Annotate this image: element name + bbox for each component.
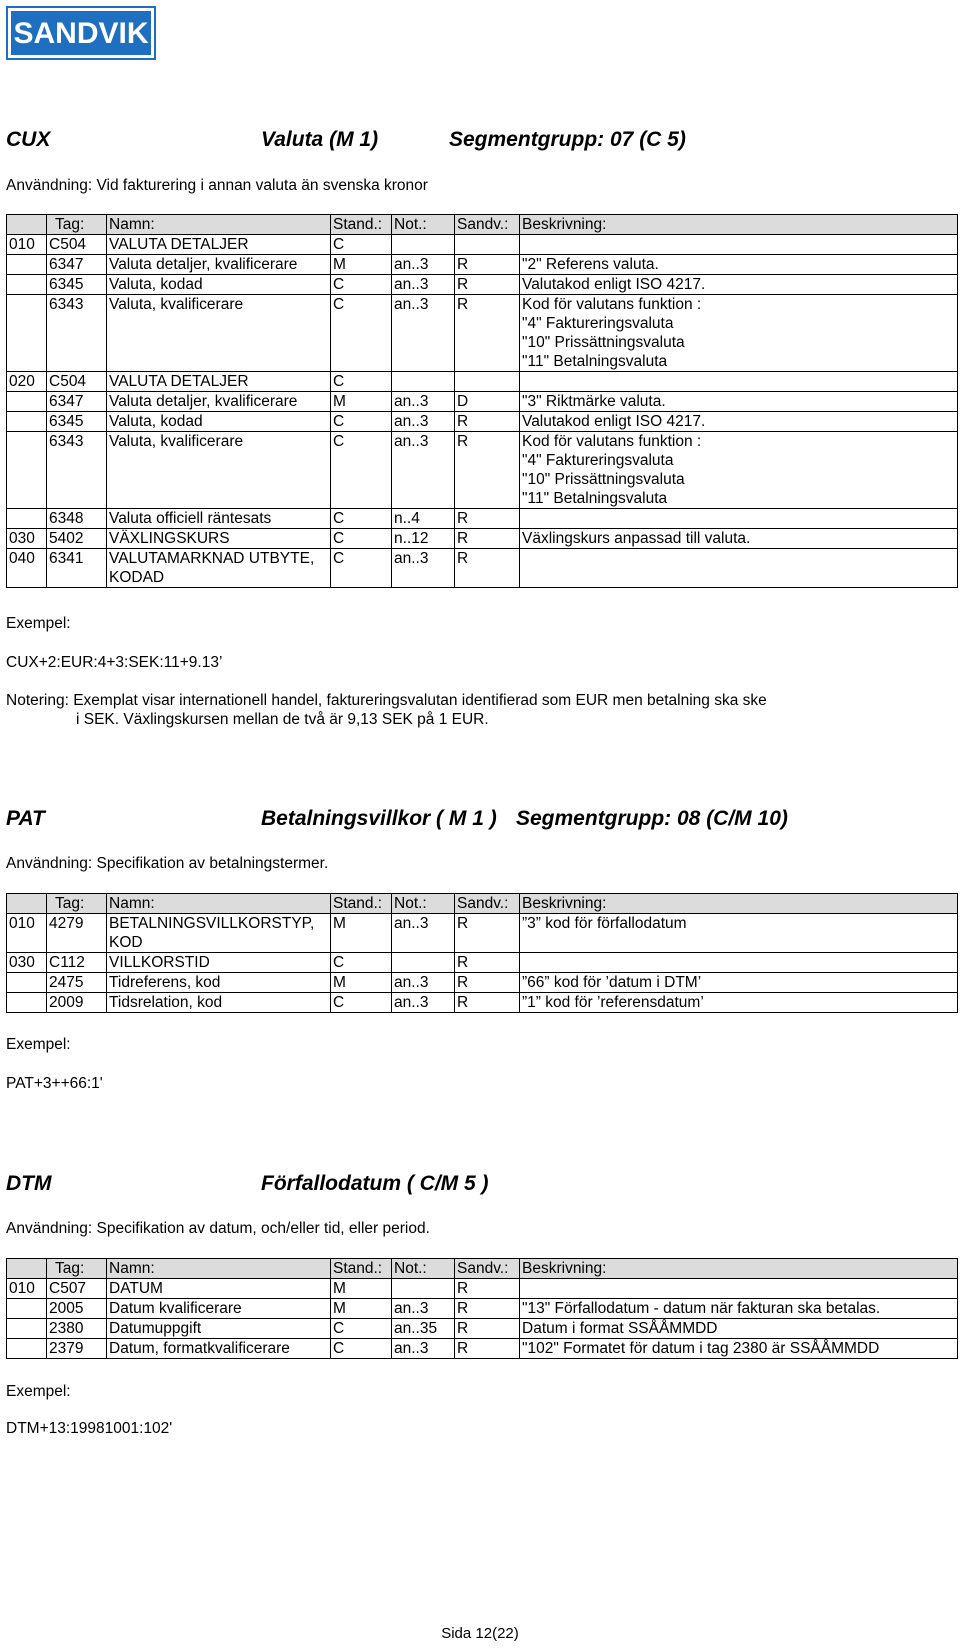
header-pos: [7, 215, 47, 235]
logo-graphic: [6, 6, 156, 60]
cell-sandv: R: [455, 1299, 520, 1319]
cell-pos: [7, 933, 47, 953]
cell-tag: [47, 451, 107, 470]
cux-group: Segmentgrupp: 07 (C 5): [449, 128, 686, 151]
cell-not: an..3: [392, 255, 455, 275]
cell-pos: [7, 333, 47, 352]
pat-example-label: Exempel:: [6, 1036, 71, 1053]
cell-name: Valuta detaljer, kvalificerare: [107, 255, 331, 275]
cell-stand: [331, 333, 392, 352]
cell-name: VÄXLINGSKURS: [107, 529, 331, 549]
table-row: [7, 295, 958, 315]
table-header-row: [7, 215, 958, 235]
cell-pos: [7, 489, 47, 509]
table-row: [7, 973, 958, 993]
cell-name: DATUM: [107, 1279, 331, 1299]
cell-stand: M: [331, 914, 392, 934]
header-desc: Beskrivning:: [520, 894, 958, 914]
header-stand: Stand.:: [331, 215, 392, 235]
cell-tag: 4279: [47, 914, 107, 934]
table-row: [7, 412, 958, 432]
cell-name: Valuta detaljer, kvalificerare: [107, 392, 331, 412]
cell-pos: [7, 451, 47, 470]
cell-tag: 2005: [47, 1299, 107, 1319]
cell-desc: Växlingskurs anpassad till valuta.: [520, 529, 958, 549]
cell-tag: 6343: [47, 295, 107, 315]
table-row: [7, 372, 958, 392]
cell-stand: C: [331, 1339, 392, 1359]
cell-pos: 040: [7, 549, 47, 569]
cell-not: an..3: [392, 1339, 455, 1359]
table-row: [7, 314, 958, 333]
dtm-title: Förfallodatum ( C/M 5 ): [261, 1172, 489, 1195]
cell-desc: "11" Betalningsvaluta: [520, 489, 958, 509]
cell-sandv: [455, 933, 520, 953]
cell-not: [392, 953, 455, 973]
table-row: [7, 529, 958, 549]
cell-desc: ”1” kod för ’referensdatum’: [520, 993, 958, 1013]
cell-desc: "10" Prissättningsvaluta: [520, 470, 958, 489]
cell-name: [107, 470, 331, 489]
header-tag: Tag:: [47, 894, 107, 914]
cell-pos: 010: [7, 235, 47, 255]
cell-stand: [331, 451, 392, 470]
cell-name: BETALNINGSVILLKORSTYP,: [107, 914, 331, 934]
cell-name: VALUTA DETALJER: [107, 372, 331, 392]
table-row: [7, 432, 958, 452]
cell-not: an..35: [392, 1319, 455, 1339]
cell-sandv: [455, 352, 520, 372]
cell-desc: [520, 933, 958, 953]
cell-stand: C: [331, 275, 392, 295]
cell-tag: [47, 352, 107, 372]
cell-desc: "10" Prissättningsvaluta: [520, 333, 958, 352]
cell-sandv: R: [455, 529, 520, 549]
cell-tag: [47, 314, 107, 333]
cell-desc: Valutakod enligt ISO 4217.: [520, 412, 958, 432]
table-row: [7, 235, 958, 255]
cell-stand: C: [331, 509, 392, 529]
cell-sandv: R: [455, 1319, 520, 1339]
table-row: [7, 470, 958, 489]
cux-example: CUX+2:EUR:4+3:SEK:11+9.13’: [6, 654, 223, 671]
cell-sandv: R: [455, 1279, 520, 1299]
cell-not: [392, 235, 455, 255]
cell-not: [392, 372, 455, 392]
cell-sandv: R: [455, 509, 520, 529]
cell-desc: [520, 953, 958, 973]
cell-pos: [7, 392, 47, 412]
cell-not: an..3: [392, 973, 455, 993]
cell-sandv: [455, 235, 520, 255]
cux-note: [6, 691, 906, 729]
cell-pos: [7, 255, 47, 275]
cell-desc: Valutakod enligt ISO 4217.: [520, 275, 958, 295]
cell-stand: [331, 352, 392, 372]
cell-name: [107, 314, 331, 333]
cell-name: VALUTA DETALJER: [107, 235, 331, 255]
cell-tag: C507: [47, 1279, 107, 1299]
cux-note-line-1: Exemplat visar internationell handel, faktureringsvalutan identifierad som EUR men betalning ska ske: [73, 692, 767, 709]
cell-name: Valuta, kvalificerare: [107, 295, 331, 315]
cell-tag: [47, 489, 107, 509]
cell-not: [392, 568, 455, 588]
cell-tag: C504: [47, 235, 107, 255]
cell-name: Valuta officiell räntesats: [107, 509, 331, 529]
cell-stand: C: [331, 372, 392, 392]
cell-pos: [7, 1319, 47, 1339]
header-name: Namn:: [107, 1259, 331, 1279]
table-row: [7, 333, 958, 352]
cell-tag: 2475: [47, 973, 107, 993]
cell-stand: M: [331, 392, 392, 412]
cell-desc: "11" Betalningsvaluta: [520, 352, 958, 372]
cell-sandv: R: [455, 549, 520, 569]
table-row: [7, 352, 958, 372]
cell-pos: [7, 314, 47, 333]
sandvik-logo: [6, 6, 156, 60]
table-row: [7, 1339, 958, 1359]
dtm-example-label: Exempel:: [6, 1383, 71, 1400]
cell-name: [107, 489, 331, 509]
header-not: Not.:: [392, 894, 455, 914]
cell-not: n..4: [392, 509, 455, 529]
cell-stand: C: [331, 549, 392, 569]
cell-name: [107, 333, 331, 352]
header-stand: Stand.:: [331, 1259, 392, 1279]
cell-not: [392, 451, 455, 470]
cell-sandv: R: [455, 953, 520, 973]
header-not: Not.:: [392, 215, 455, 235]
table-row: [7, 275, 958, 295]
cell-pos: 010: [7, 1279, 47, 1299]
cell-tag: [47, 568, 107, 588]
cell-name: Valuta, kodad: [107, 275, 331, 295]
cell-sandv: R: [455, 295, 520, 315]
cell-stand: C: [331, 432, 392, 452]
cell-tag: 6347: [47, 255, 107, 275]
header-name: Namn:: [107, 894, 331, 914]
cell-stand: [331, 489, 392, 509]
cux-example-label: Exempel:: [6, 615, 71, 632]
cell-tag: 2009: [47, 993, 107, 1013]
table-row: [7, 933, 958, 953]
cell-name: Datum kvalificerare: [107, 1299, 331, 1319]
cell-desc: [520, 235, 958, 255]
cell-tag: 6343: [47, 432, 107, 452]
cell-pos: [7, 568, 47, 588]
cell-tag: [47, 470, 107, 489]
cell-pos: [7, 1299, 47, 1319]
header-stand: Stand.:: [331, 894, 392, 914]
cell-name: VILLKORSTID: [107, 953, 331, 973]
cell-desc: [520, 568, 958, 588]
cell-tag: 5402: [47, 529, 107, 549]
table-header-row: [7, 894, 958, 914]
table-row: [7, 1319, 958, 1339]
cell-name: Valuta, kvalificerare: [107, 432, 331, 452]
table-row: [7, 509, 958, 529]
cell-pos: [7, 432, 47, 452]
cell-desc: ”66” kod för ’datum i DTM’: [520, 973, 958, 993]
cell-name: Valuta, kodad: [107, 412, 331, 432]
dtm-code: DTM: [6, 1172, 52, 1195]
cell-stand: C: [331, 993, 392, 1013]
header-sandv: Sandv.:: [455, 215, 520, 235]
cell-desc: Kod för valutans funktion :: [520, 432, 958, 452]
cell-tag: C504: [47, 372, 107, 392]
cell-stand: [331, 314, 392, 333]
cell-desc: [520, 509, 958, 529]
cell-name: KOD: [107, 933, 331, 953]
cell-name: [107, 352, 331, 372]
table-row: [7, 549, 958, 569]
cell-sandv: R: [455, 993, 520, 1013]
cell-tag: [47, 333, 107, 352]
cell-stand: M: [331, 1279, 392, 1299]
cell-tag: 6345: [47, 275, 107, 295]
table-row: [7, 993, 958, 1013]
table-row: [7, 451, 958, 470]
cell-tag: [47, 933, 107, 953]
cux-note-label: Notering:: [6, 692, 69, 709]
cell-name: Tidreferens, kod: [107, 973, 331, 993]
cell-not: an..3: [392, 412, 455, 432]
cux-segment-table: [6, 214, 958, 588]
cell-stand: M: [331, 1299, 392, 1319]
cell-name: VALUTAMARKNAD UTBYTE,: [107, 549, 331, 569]
pat-code: PAT: [6, 807, 45, 830]
table-row: [7, 1299, 958, 1319]
table-row: [7, 568, 958, 588]
cell-desc: Datum i format SSÅÅMMDD: [520, 1319, 958, 1339]
dtm-example: DTM+13:19981001:102': [6, 1420, 173, 1437]
cell-pos: [7, 1339, 47, 1359]
table-row: [7, 489, 958, 509]
cell-name: KODAD: [107, 568, 331, 588]
cell-not: an..3: [392, 1299, 455, 1319]
cell-name: [107, 451, 331, 470]
cell-not: an..3: [392, 993, 455, 1013]
cell-desc: "4" Faktureringsvaluta: [520, 451, 958, 470]
cell-tag: 6347: [47, 392, 107, 412]
cell-pos: [7, 352, 47, 372]
cell-name: Datum, formatkvalificerare: [107, 1339, 331, 1359]
cell-stand: M: [331, 255, 392, 275]
cell-pos: [7, 295, 47, 315]
table-row: [7, 914, 958, 934]
cell-sandv: [455, 568, 520, 588]
pat-group: Segmentgrupp: 08 (C/M 10): [516, 807, 788, 830]
cell-not: [392, 1279, 455, 1299]
cell-pos: [7, 470, 47, 489]
cell-tag: 2379: [47, 1339, 107, 1359]
header-sandv: Sandv.:: [455, 1259, 520, 1279]
cell-sandv: D: [455, 392, 520, 412]
cell-tag: 2380: [47, 1319, 107, 1339]
cell-not: [392, 333, 455, 352]
header-not: Not.:: [392, 1259, 455, 1279]
cell-sandv: [455, 314, 520, 333]
dtm-segment-table: [6, 1258, 958, 1359]
cell-pos: [7, 973, 47, 993]
cell-pos: [7, 509, 47, 529]
cell-stand: C: [331, 953, 392, 973]
cell-stand: [331, 568, 392, 588]
cell-desc: "2" Referens valuta.: [520, 255, 958, 275]
cell-desc: "102" Formatet för datum i tag 2380 är SSÅÅMMDD: [520, 1339, 958, 1359]
cell-pos: [7, 275, 47, 295]
cell-stand: C: [331, 412, 392, 432]
cell-stand: [331, 933, 392, 953]
cell-tag: 6345: [47, 412, 107, 432]
header-pos: [7, 1259, 47, 1279]
cell-stand: C: [331, 295, 392, 315]
cell-not: an..3: [392, 914, 455, 934]
cell-desc: "3" Riktmärke valuta.: [520, 392, 958, 412]
cell-not: [392, 933, 455, 953]
cell-not: an..3: [392, 295, 455, 315]
cell-desc: ”3” kod för förfallodatum: [520, 914, 958, 934]
table-row: [7, 392, 958, 412]
table-row: [7, 255, 958, 275]
cell-sandv: [455, 333, 520, 352]
cell-sandv: [455, 372, 520, 392]
cell-not: an..3: [392, 275, 455, 295]
cux-title: Valuta (M 1): [261, 128, 379, 151]
pat-example: PAT+3++66:1': [6, 1075, 103, 1092]
cell-not: an..3: [392, 549, 455, 569]
cell-desc: "13" Förfallodatum - datum när fakturan ska betalas.: [520, 1299, 958, 1319]
cell-name: Datumuppgift: [107, 1319, 331, 1339]
cell-not: an..3: [392, 432, 455, 452]
cell-desc: [520, 549, 958, 569]
cell-not: n..12: [392, 529, 455, 549]
cell-desc: Kod för valutans funktion :: [520, 295, 958, 315]
cell-sandv: [455, 489, 520, 509]
header-desc: Beskrivning:: [520, 215, 958, 235]
cux-note-line-2: i SEK. Växlingskursen mellan de två är 9,13 SEK på 1 EUR.: [76, 711, 489, 728]
header-tag: Tag:: [47, 1259, 107, 1279]
cell-not: [392, 470, 455, 489]
header-desc: Beskrivning:: [520, 1259, 958, 1279]
cell-sandv: R: [455, 255, 520, 275]
table-row: [7, 1279, 958, 1299]
header-pos: [7, 894, 47, 914]
cux-code: CUX: [6, 128, 51, 151]
cell-sandv: R: [455, 412, 520, 432]
table-row: [7, 953, 958, 973]
cell-sandv: R: [455, 1339, 520, 1359]
header-name: Namn:: [107, 215, 331, 235]
cell-not: [392, 489, 455, 509]
cux-usage: Användning: Vid fakturering i annan valuta än svenska kronor: [6, 177, 428, 194]
cell-desc: [520, 372, 958, 392]
cell-pos: 020: [7, 372, 47, 392]
pat-usage: Användning: Specifikation av betalningstermer.: [6, 855, 329, 872]
cell-sandv: [455, 470, 520, 489]
pat-segment-table: [6, 893, 958, 1013]
cell-tag: C112: [47, 953, 107, 973]
cell-sandv: R: [455, 973, 520, 993]
cell-pos: [7, 993, 47, 1013]
cell-pos: 010: [7, 914, 47, 934]
dtm-usage: Användning: Specifikation av datum, och/eller tid, eller period.: [6, 1220, 430, 1237]
cell-tag: 6348: [47, 509, 107, 529]
pat-title: Betalningsvillkor ( M 1 ): [261, 807, 497, 830]
header-sandv: Sandv.:: [455, 894, 520, 914]
cell-sandv: R: [455, 914, 520, 934]
header-tag: Tag:: [47, 215, 107, 235]
table-header-row: [7, 1259, 958, 1279]
cell-stand: C: [331, 235, 392, 255]
cell-sandv: R: [455, 275, 520, 295]
cell-sandv: R: [455, 432, 520, 452]
cell-desc: [520, 1279, 958, 1299]
cell-pos: 030: [7, 529, 47, 549]
cell-not: [392, 314, 455, 333]
cell-stand: M: [331, 973, 392, 993]
cell-pos: 030: [7, 953, 47, 973]
cell-not: [392, 352, 455, 372]
cell-sandv: [455, 451, 520, 470]
cell-pos: [7, 412, 47, 432]
logo-text: SANDVIK: [13, 17, 149, 50]
cell-desc: "4" Faktureringsvaluta: [520, 314, 958, 333]
cell-stand: C: [331, 529, 392, 549]
cell-not: an..3: [392, 392, 455, 412]
cell-tag: 6341: [47, 549, 107, 569]
page-number: Sida 12(22): [441, 1625, 519, 1642]
cell-stand: [331, 470, 392, 489]
cell-stand: C: [331, 1319, 392, 1339]
cell-name: Tidsrelation, kod: [107, 993, 331, 1013]
